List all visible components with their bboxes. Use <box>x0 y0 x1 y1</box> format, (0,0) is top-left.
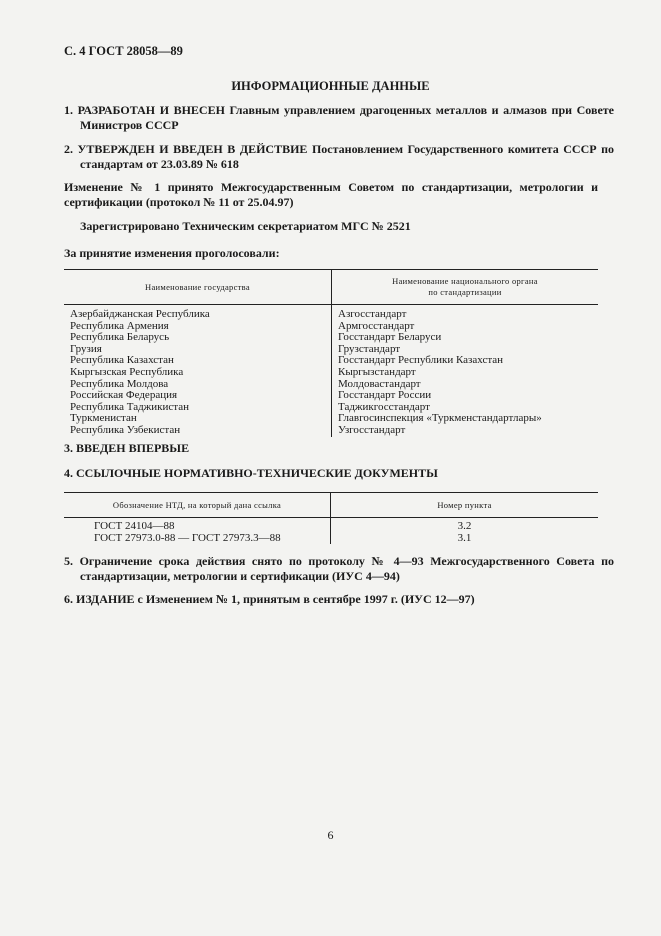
references-table-header-clause: Номер пункта <box>331 493 599 518</box>
change-note: Изменение № 1 принято Межгосударственным Советом по стандартизации, метрологии и сертификации (протокол № 11 от 25.04.97) <box>64 180 598 209</box>
voting-table-header <box>64 270 598 305</box>
item-6-text: с Изменением № 1, принятым в сентябре 1997 г. (ИУС 12—97) <box>134 592 475 606</box>
item-2 <box>64 142 614 172</box>
table-row <box>64 425 598 437</box>
table-row <box>64 533 598 545</box>
item-5 <box>64 554 614 584</box>
voted-heading: За принятие изменения проголосовали: <box>64 246 280 260</box>
item-4 <box>64 466 614 481</box>
table-cell: Республика Молдова <box>64 379 332 391</box>
item-5-text: Ограничение срока действия снято по протоколу № 4—93 Межгосударственного Совета по стандартизации, метрологии и сертификации (ИУС 4—94) <box>79 554 614 583</box>
item-6 <box>64 592 614 607</box>
table-cell: Госстандарт России <box>338 389 432 402</box>
registration-note: Зарегистрировано Техническим секретариатом МГС № 2521 <box>80 219 411 233</box>
item-4-number: 4. <box>64 466 73 480</box>
table-row <box>64 305 598 321</box>
page-header: С. 4 ГОСТ 28058—89 <box>64 44 183 58</box>
item-3-number: 3. <box>64 441 73 455</box>
table-cell: Грузстандарт <box>338 342 401 355</box>
item-1 <box>64 103 614 133</box>
item-3 <box>64 441 614 456</box>
item-6-number: 6. <box>64 592 73 606</box>
table-cell: Кыргызстандарт <box>338 365 416 378</box>
references-table-header-document: Обозначение НТД, на который дана ссылка <box>64 493 331 518</box>
item-6-lead: ИЗДАНИЕ <box>76 592 135 606</box>
table-cell: Госстандарт Республики Казахстан <box>338 354 504 367</box>
section-title: ИНФОРМАЦИОННЫЕ ДАННЫЕ <box>231 79 430 93</box>
item-1-lead: РАЗРАБОТАН И ВНЕСЕН <box>77 103 225 117</box>
table-cell: Республика Армения <box>64 321 332 333</box>
table-row <box>64 367 598 379</box>
item-1-number: 1. <box>64 103 73 117</box>
page-number: 6 <box>327 828 334 842</box>
table-cell: ГОСТ 24104—88 <box>64 518 331 533</box>
voting-table-header-body <box>332 270 599 305</box>
table-cell: Таджикгосстандарт <box>338 400 430 413</box>
table-cell: Молдовастандарт <box>338 377 421 390</box>
table-cell: Главгосинспекция «Туркменстандартлары» <box>338 412 542 425</box>
table-cell: ГОСТ 27973.0-88 — ГОСТ 27973.3—88 <box>64 533 331 545</box>
voting-table-header-body-line2: по стандартизации <box>428 287 502 297</box>
voting-table-header-body-line1: Наименование национального органа <box>392 276 538 286</box>
table-cell: Республика Казахстан <box>64 355 332 367</box>
item-2-text: Постановлением Государственного комитета СССР по стандартам от 23.03.89 № 618 <box>80 142 615 171</box>
table-cell: Российская Федерация <box>64 390 332 402</box>
references-table-header <box>64 493 598 518</box>
item-4-lead: ССЫЛОЧНЫЕ НОРМАТИВНО-ТЕХНИЧЕСКИЕ ДОКУМЕНТЫ <box>76 466 438 480</box>
item-2-number: 2. <box>64 142 73 156</box>
table-cell: Узгосстандарт <box>338 423 406 436</box>
table-cell: Грузия <box>64 344 332 356</box>
table-cell: Армгосстандарт <box>338 319 415 332</box>
table-row <box>64 332 598 344</box>
table-cell: Республика Беларусь <box>64 332 332 344</box>
table-cell: Туркменистан <box>64 413 332 425</box>
table-row <box>64 518 598 533</box>
table-cell: 3.1 <box>457 531 472 544</box>
table-cell: Азербайджанская Республика <box>64 305 332 321</box>
voting-table <box>64 269 598 437</box>
item-2-lead: УТВЕРЖДЕН И ВВЕДЕН В ДЕЙСТВИЕ <box>77 142 308 156</box>
table-cell: Кыргызская Республика <box>64 367 332 379</box>
references-table <box>64 492 598 544</box>
table-row <box>64 390 598 402</box>
voting-table-header-state: Наименование государства <box>64 270 332 305</box>
table-cell: Госстандарт Беларуси <box>338 331 442 344</box>
table-cell: Азгосстандарт <box>338 308 407 320</box>
table-cell: 3.2 <box>457 520 472 532</box>
item-5-number: 5. <box>64 554 73 568</box>
item-1-text: Главным управлением драгоценных металлов и алмазов при Совете Министров СССР <box>80 103 615 132</box>
item-3-lead: ВВЕДЕН ВПЕРВЫЕ <box>76 441 190 455</box>
table-cell: Республика Таджикистан <box>64 402 332 414</box>
table-cell: Республика Узбекистан <box>64 425 332 437</box>
